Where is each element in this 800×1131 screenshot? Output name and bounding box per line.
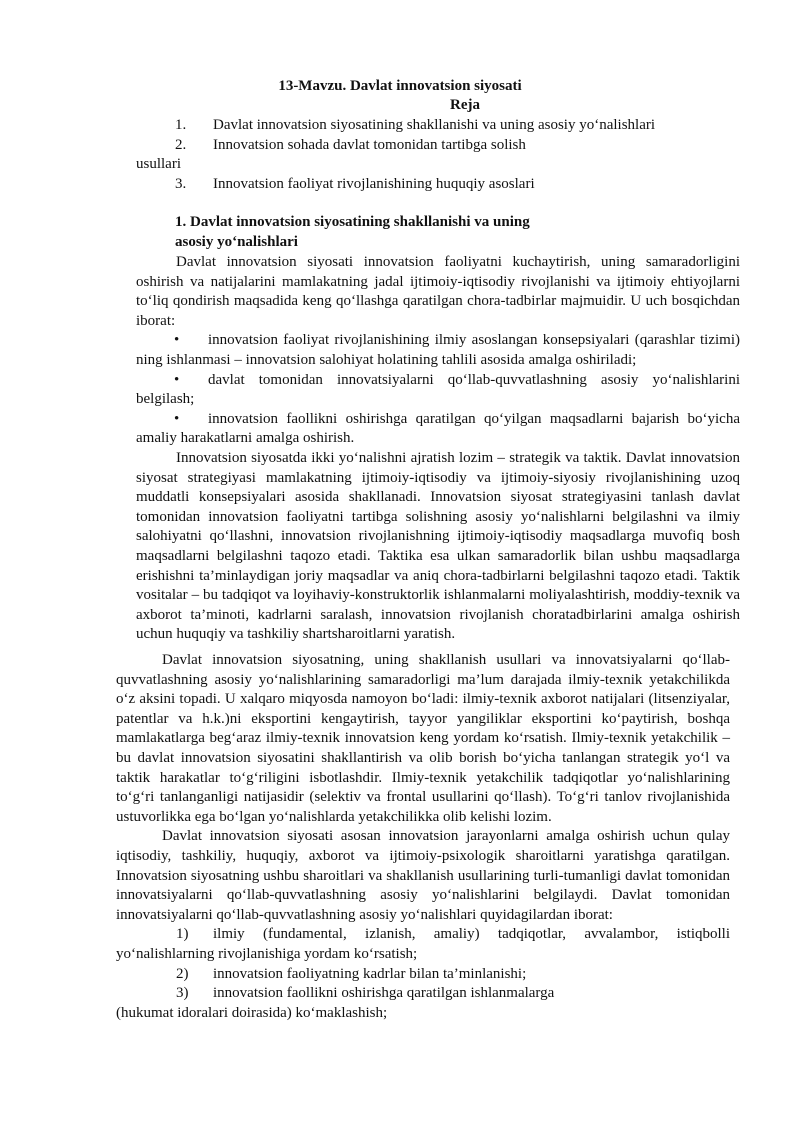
section-heading bbox=[175, 213, 595, 252]
list-item-number: 3) bbox=[176, 985, 189, 1002]
bullet-icon: • bbox=[174, 332, 180, 349]
list-item-text: innovatsion faoliyatning kadrlar bilan ta’minlanishi; bbox=[213, 965, 527, 982]
plan-item-number: 3. bbox=[175, 176, 187, 192]
list-item-text: innovatsion faollikni oshirishga qaratilgan ishlanmalarga bbox=[213, 985, 555, 1002]
bullet-icon: • bbox=[174, 371, 180, 388]
plan-heading: Reja bbox=[450, 97, 480, 113]
paragraph: Innovatsion siyosatda ikki yo‘nalishni ajratish lozim – strategik va taktik. Davlat innovatsion siyosat strategiyasi mamlakatning ijtimoiy-iqtisodiy va ijtimoiy-siyosiy rivojlanishining uzoq muddatli konsepsiyalari asosida shakllanadi. Innovatsion siyosat strategiyasini tanlash davlat tomonidan innovatsion faoliyatni tartibga solishning asosiy yo‘nalishlarni belgilashni va ilmiy salohiyatni qo‘llashni, innovatsion rivojlanishning ijtimoiy-iqtisodiy maqsadlarga muvofiq bosh maqsadlarni belgilashni taqozo etadi. Taktika esa ulkan samaradorlik bilan ushbu maqsadlarga erishishni ta’minlaydigan joriy maqsadlar va aniq chora-tadbirlarni belgilashni taqozo etadi. Taktik vositalar – bu tadqiqot va loyihaviy-konstruktorlik ishlanmalarni moliyalashtirish, moddiy-texnik va axborot ta’minoti, kadrlarni saralash, innovatsion rivojlanish choratadbirlarini amalga oshirish uchun huquqiy va tashkiliy shartsharoitlarni yaratish. bbox=[136, 449, 740, 643]
plan-item bbox=[175, 175, 795, 195]
paragraph: Davlat innovatsion siyosati asosan innovatsion jarayonlarni amalga oshirish uchun qulay iqtisodiy, tashkiliy, huquqiy, axborot va ijtimoiy-psixologik sharoitlarni yaratishga qaratilgan. Innovatsion siyosatning ushbu sharoitlari va shakllanish usullarining turli-tumanligi davlat tomonidan innovatsiyalarni qo‘llab-quvvatlashning asosiy yo‘nalishlarini belgilaydi. Davlat tomonidan innovatsiyalarni qo‘llab-quvvatlashning asosiy yo‘nalishlari quyidagilardan iborat: bbox=[116, 828, 730, 923]
bullet-text: innovatsion faoliyat rivojlanishining ilmiy asoslangan konsepsiyalari (qarashlar tizimi) ning ishlanmasi – innovatsion salohiyat holatining tahlili asosida amalga oshiriladi; bbox=[136, 332, 740, 368]
plan-item-continuation: usullari bbox=[136, 156, 181, 172]
list-item bbox=[116, 965, 730, 985]
bullet-item bbox=[136, 410, 740, 449]
list-item-number: 2) bbox=[176, 965, 189, 982]
section-heading-line: asosiy yo‘nalishlari bbox=[175, 233, 298, 250]
bullet-text: davlat tomonidan innovatsiyalarni qo‘llab-quvvatlashning asosiy yo‘nalishlarini belgilash; bbox=[136, 371, 740, 408]
list-item-text: ilmiy (fundamental, izlanish, amaliy) tadqiqotlar, avvalambor, istiqbolli yo‘nalishlarning rivojlanishiga yordam ko‘rsatish; bbox=[116, 926, 730, 962]
section-heading-line: 1. Davlat innovatsion siyosatining shakllanishi va uning bbox=[175, 214, 530, 230]
body-continued bbox=[116, 651, 730, 1023]
plan-item bbox=[175, 116, 795, 136]
bullet-icon: • bbox=[174, 410, 180, 427]
plan-item bbox=[175, 136, 795, 156]
plan-item-number: 1. bbox=[175, 117, 187, 133]
document-title: 13-Mavzu. Davlat innovatsion siyosati bbox=[278, 78, 522, 94]
bullet-item bbox=[136, 331, 740, 370]
section-body bbox=[136, 253, 740, 645]
list-item bbox=[116, 984, 730, 1004]
bullet-item bbox=[136, 371, 740, 410]
list-item bbox=[116, 925, 730, 964]
last-line: (hukumat idoralari doirasida) ko‘maklashish; bbox=[116, 1004, 388, 1021]
plan-item-text: Davlat innovatsion siyosatining shakllanishi va uning asosiy yo‘nalishlari bbox=[213, 117, 656, 133]
list-item-number: 1) bbox=[176, 926, 189, 943]
paragraph: Davlat innovatsion siyosati innovatsion faoliyatni kuchaytirish, uning samaradorligini oshirish va natijalarini mamlakatning jadal ijtimoiy-iqtisodiy rivojlanishi va ijtimoiy ehtiyojlarni to‘liq qondirish maqsadida keng qo‘llashga qaratilgan chora-tadbirlar majmuidir. U uch bosqichdan iborat: bbox=[136, 254, 740, 329]
plan-item-text: Innovatsion faoliyat rivojlanishining huquqiy asoslari bbox=[213, 176, 535, 192]
paragraph: Davlat innovatsion siyosatning, uning shakllanish usullari va innovatsiyalarni qo‘llab-quvvatlashning asosiy yo‘nalishlarining samaradorligi ma’lum darajada ilmiy-texnik yetakchilikda o‘z aksini topadi. U xalqaro miqyosda namoyon bo‘ladi: ilmiy-texnik axborot natijalari (litsenziyalar, patentlar va h.k.)ni eksportini kengaytirish, tayyor yangiliklar eksportini ko‘paytirish, boshqa mamlakatlarga beg‘araz ilmiy-texnik innovatsion keng yordam ko‘rsatish. Ilmiy-texnik yetakchilik – bu davlat innovatsion siyosatini shakllantirish va olib borish bo‘yicha tanlangan strategik yo‘l va taktik harakatlar to‘g‘riligini isbotlashdir. Ilmiy-texnik yetakchilik tadqiqotlar yo‘nalishlarining to‘g‘ri tanlanganligi natijasidir (selektiv va frontal usullarini qo‘llash). To‘g‘ri tanlov rivojlanishida ustuvorlikka ega bo‘lgan yo‘nalishlarda yetakchilikka olib kelishi lozim. bbox=[116, 652, 730, 825]
plan-item-number: 2. bbox=[175, 137, 187, 153]
plan-item-text: Innovatsion sohada davlat tomonidan tartibga solish bbox=[213, 137, 526, 153]
bullet-text: innovatsion faollikni oshirishga qaratilgan qo‘yilgan maqsadlarni bajarish bo‘yicha amaliy harakatlarni amalga oshirish. bbox=[136, 410, 740, 447]
